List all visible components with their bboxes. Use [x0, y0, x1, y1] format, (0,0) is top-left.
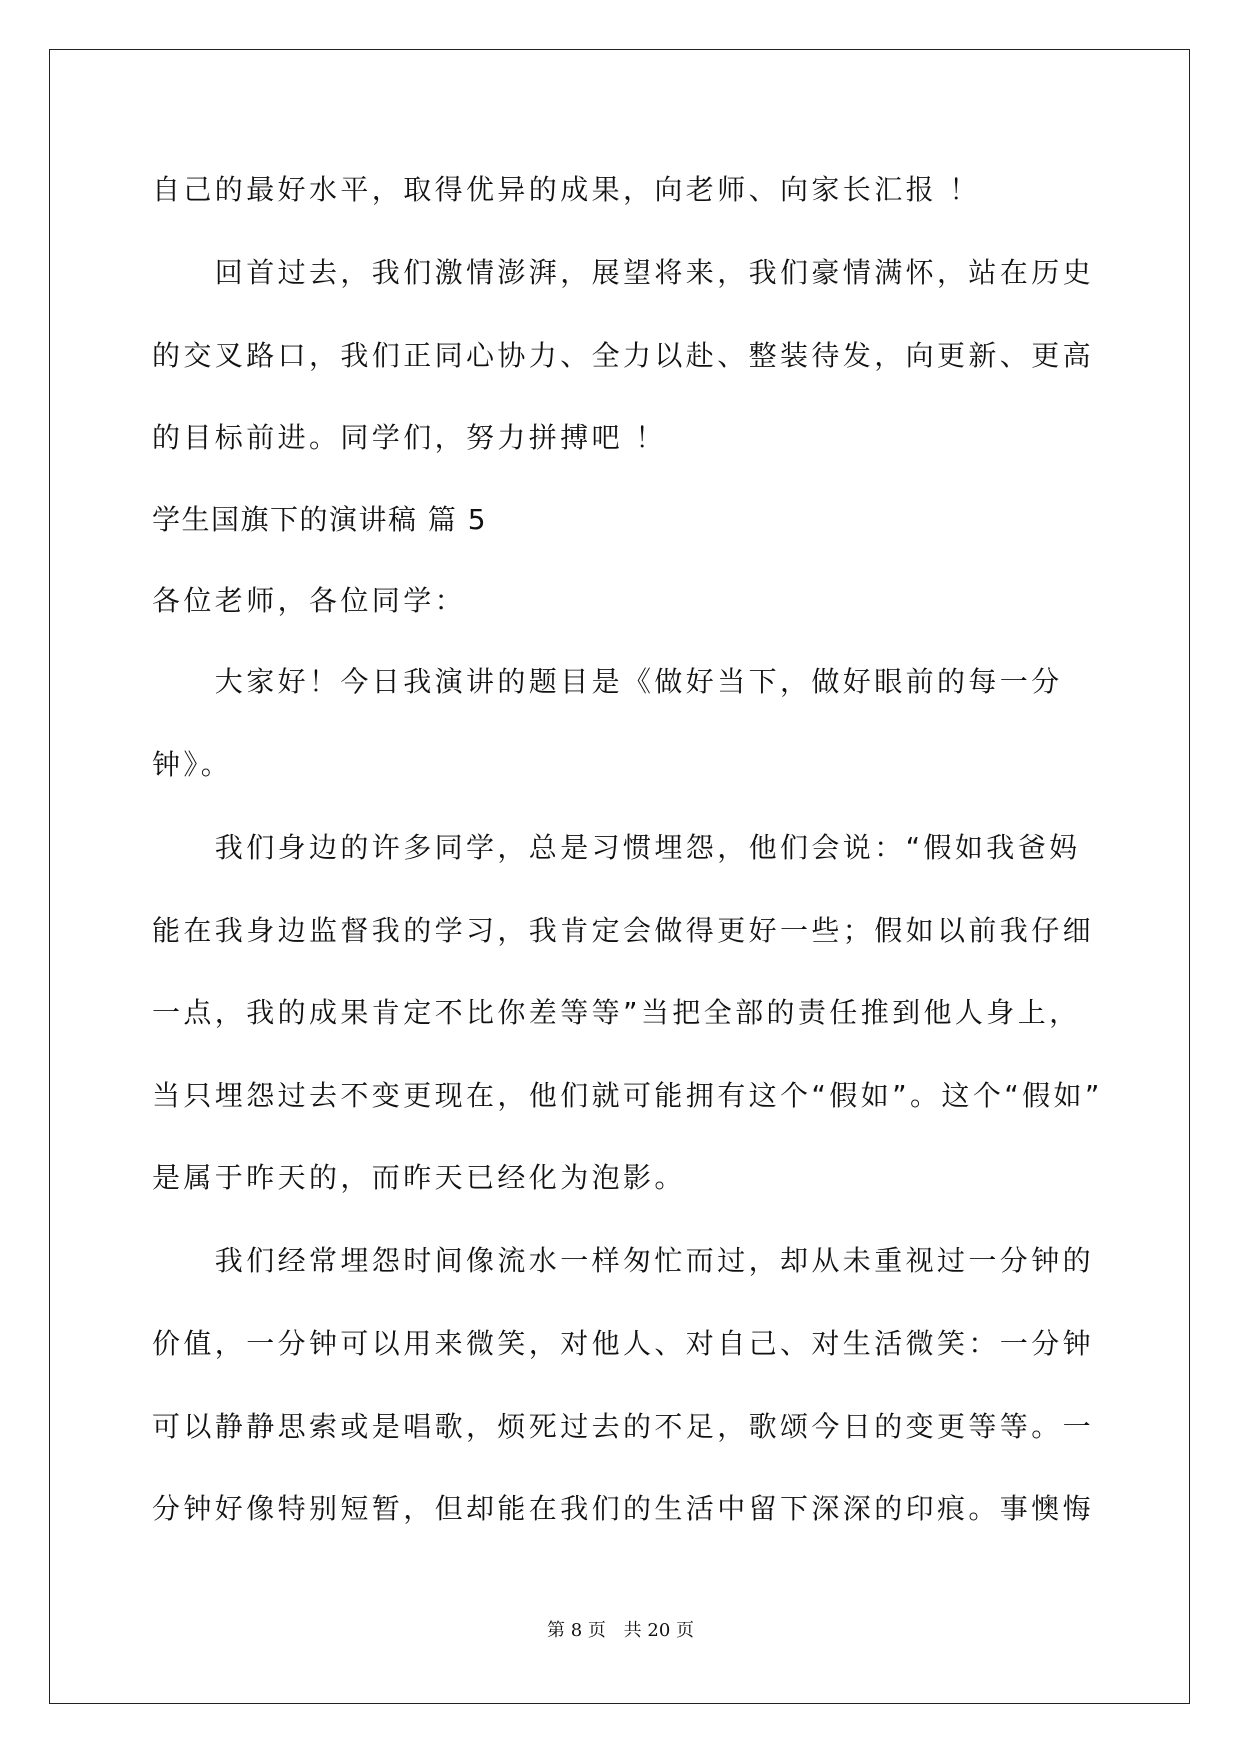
page-number: 第 8 页	[547, 1620, 606, 1641]
greeting-line: 各位老师，各位同学：	[152, 584, 467, 617]
section-heading: 学生国旗下的演讲稿 篇 5	[152, 503, 488, 536]
body-line: 分钟好像特别短暂，但却能在我们的生活中留下深深的印痕。事懊悔	[152, 1492, 1095, 1525]
page-border	[49, 49, 1190, 1704]
body-line: 价值，一分钟可以用来微笑，对他人、对自己、对生活微笑：一分钟	[152, 1327, 1095, 1360]
body-line: 钟》。	[152, 748, 233, 781]
body-line: 的交叉路口，我们正同心协力、全力以赴、整装待发，向更新、更高	[152, 339, 1095, 372]
body-line: 我们经常埋怨时间像流水一样匆忙而过，却从未重视过一分钟的	[152, 1244, 1095, 1277]
body-line: 自己的最好水平，取得优异的成果，向老师、向家长汇报 ！	[152, 173, 981, 206]
body-line: 大家好！今日我演讲的题目是《做好当下，做好眼前的每一分	[152, 665, 1063, 698]
body-line: 回首过去，我们激情澎湃，展望将来，我们豪情满怀，站在历史	[152, 256, 1095, 289]
page-total: 共 20 页	[623, 1620, 694, 1641]
body-line: 的目标前进。同学们，努力拼搏吧 ！	[152, 421, 667, 454]
body-line: 能在我身边监督我的学习，我肯定会做得更好一些；假如以前我仔细	[152, 914, 1095, 947]
body-line: 一点，我的成果肯定不比你差等等”当把全部的责任推到他人身上，	[152, 996, 1081, 1029]
body-line: 我们身边的许多同学，总是习惯埋怨，他们会说：“假如我爸妈	[152, 831, 1081, 864]
body-line: 是属于昨天的，而昨天已经化为泡影。	[152, 1161, 686, 1194]
body-line: 当只埋怨过去不变更现在，他们就可能拥有这个“假如”。这个“假如”	[152, 1079, 1103, 1112]
page-footer	[0, 1622, 1241, 1640]
body-line: 可以静静思索或是唱歌，烦死过去的不足，歌颂今日的变更等等。一	[152, 1410, 1095, 1443]
